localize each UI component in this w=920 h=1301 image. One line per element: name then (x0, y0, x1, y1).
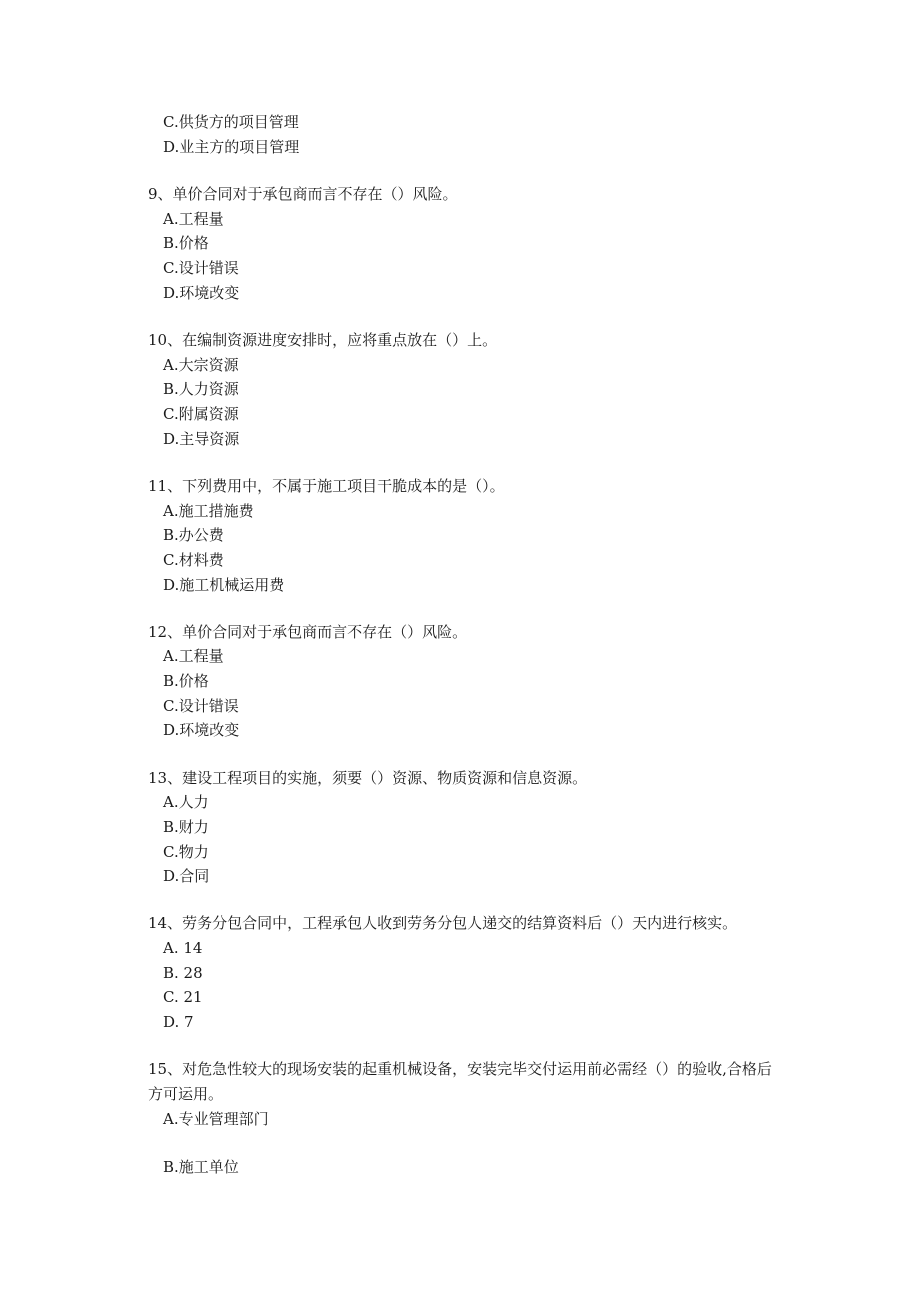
option-line: B.人力资源 (163, 380, 239, 398)
option-line: A.施工措施费 (163, 502, 254, 520)
option-line: D.环境改变 (163, 721, 240, 739)
question-line-continued: 方可运用。 (148, 1085, 224, 1103)
option-line: A.专业管理部门 (163, 1110, 269, 1128)
question-line: 13、建设工程项目的实施，须要（）资源、物质资源和信息资源。 (148, 769, 588, 787)
option-line: A.工程量 (163, 210, 224, 228)
option-line: D.业主方的项目管理 (163, 138, 300, 156)
question-line: 9、单价合同对于承包商而言不存在（）风险。 (148, 185, 458, 203)
option-line: A.大宗资源 (163, 356, 239, 374)
question-line: 12、单价合同对于承包商而言不存在（）风险。 (148, 623, 468, 641)
option-line: B.财力 (163, 818, 209, 836)
option-line: C.附属资源 (163, 405, 239, 423)
question-line: 15、对危急性较大的现场安装的起重机械设备，安装完毕交付运用前必需经（）的验收,合格后 (148, 1060, 772, 1078)
option-line: A.人力 (163, 793, 209, 811)
option-line: B.价格 (163, 672, 209, 690)
option-line: C.设计错误 (163, 259, 239, 277)
question-line: 10、在编制资源进度安排时，应将重点放在（）上。 (148, 331, 498, 349)
option-line: B. 28 (163, 964, 203, 982)
option-line: C.物力 (163, 843, 209, 861)
option-line: C.设计错误 (163, 697, 239, 715)
option-line: C.供货方的项目管理 (163, 113, 299, 131)
option-line: D.施工机械运用费 (163, 576, 285, 594)
option-line: B.施工单位 (163, 1158, 239, 1176)
option-line: A.工程量 (163, 647, 224, 665)
question-line: 14、劳务分包合同中，工程承包人收到劳务分包人递交的结算资料后（）天内进行核实。 (148, 914, 738, 932)
option-line: B.办公费 (163, 526, 224, 544)
option-line: D.环境改变 (163, 284, 240, 302)
option-line: A. 14 (163, 939, 203, 957)
option-line: C.材料费 (163, 551, 224, 569)
option-line: B.价格 (163, 234, 209, 252)
question-line: 11、下列费用中，不属于施工项目干脆成本的是（）。 (148, 477, 505, 495)
option-line: D.主导资源 (163, 430, 240, 448)
option-line: D.合同 (163, 867, 210, 885)
option-line: D. 7 (163, 1013, 194, 1031)
option-line: C. 21 (163, 988, 203, 1006)
